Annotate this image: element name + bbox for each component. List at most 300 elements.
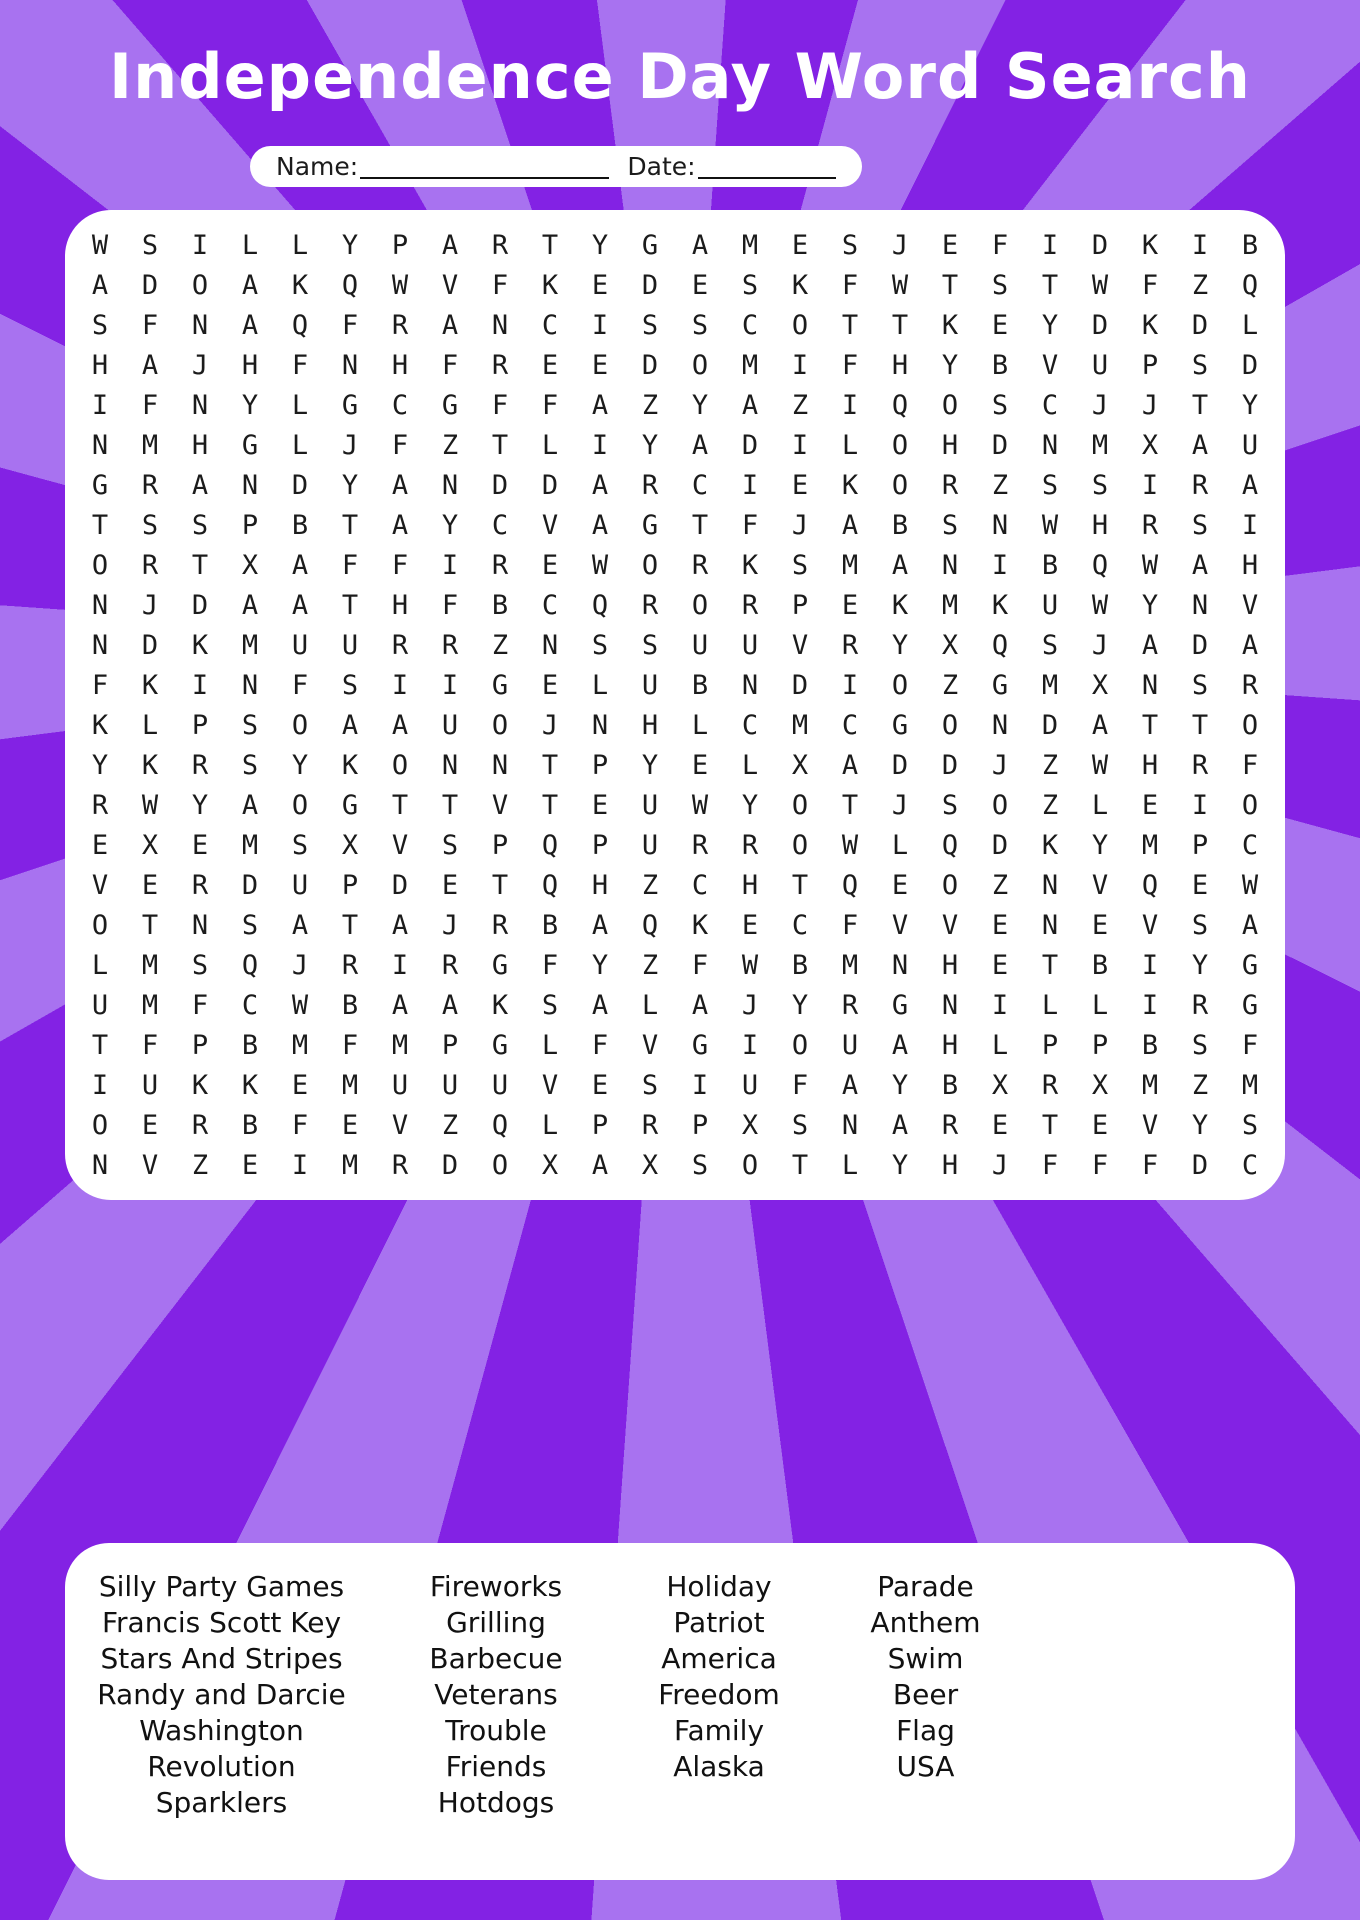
grid-letter[interactable]: I <box>791 349 809 381</box>
grid-letter[interactable]: T <box>791 1149 809 1181</box>
grid-letter[interactable]: Y <box>891 1069 909 1101</box>
grid-letter[interactable]: R <box>141 549 159 581</box>
grid-letter[interactable]: E <box>791 229 809 261</box>
grid-letter[interactable]: K <box>841 469 859 501</box>
grid-letter[interactable]: T <box>1041 1109 1059 1141</box>
grid-letter[interactable]: D <box>241 869 259 901</box>
grid-letter[interactable]: O <box>691 349 709 381</box>
grid-letter[interactable]: B <box>541 909 559 941</box>
grid-letter[interactable]: G <box>441 389 459 421</box>
grid-letter[interactable]: B <box>941 1069 959 1101</box>
grid-letter[interactable]: N <box>91 589 109 621</box>
grid-letter[interactable]: H <box>941 429 959 461</box>
grid-letter[interactable]: N <box>1041 909 1059 941</box>
grid-letter[interactable]: P <box>691 1109 709 1141</box>
grid-letter[interactable]: X <box>341 829 359 861</box>
grid-letter[interactable]: R <box>1041 1069 1059 1101</box>
grid-letter[interactable]: V <box>1091 869 1109 901</box>
grid-letter[interactable]: A <box>291 909 309 941</box>
grid-letter[interactable]: L <box>1091 989 1109 1021</box>
grid-letter[interactable]: Y <box>691 389 709 421</box>
grid-letter[interactable]: Y <box>1041 309 1059 341</box>
grid-letter[interactable]: F <box>691 949 709 981</box>
grid-letter[interactable]: I <box>391 669 409 701</box>
grid-letter[interactable]: E <box>241 1149 259 1181</box>
grid-letter[interactable]: A <box>591 469 609 501</box>
grid-letter[interactable]: F <box>541 389 559 421</box>
grid-letter[interactable]: C <box>491 509 509 541</box>
grid-letter[interactable]: F <box>991 229 1009 261</box>
grid-letter[interactable]: P <box>1041 1029 1059 1061</box>
grid-letter[interactable]: A <box>291 589 309 621</box>
grid-letter[interactable]: F <box>341 549 359 581</box>
grid-letter[interactable]: J <box>1141 389 1159 421</box>
grid-letter[interactable]: M <box>241 829 259 861</box>
grid-letter[interactable]: I <box>91 389 109 421</box>
grid-letter[interactable]: C <box>1241 829 1259 861</box>
grid-letter[interactable]: A <box>841 1069 859 1101</box>
grid-letter[interactable]: T <box>191 549 209 581</box>
grid-letter[interactable]: A <box>141 349 159 381</box>
grid-letter[interactable]: S <box>591 629 609 661</box>
grid-letter[interactable]: R <box>641 589 659 621</box>
grid-letter[interactable]: T <box>691 509 709 541</box>
grid-letter[interactable]: A <box>441 309 459 341</box>
grid-letter[interactable]: A <box>891 1109 909 1141</box>
grid-letter[interactable]: R <box>641 469 659 501</box>
grid-letter[interactable]: R <box>191 869 209 901</box>
grid-letter[interactable]: V <box>941 909 959 941</box>
grid-letter[interactable]: T <box>941 269 959 301</box>
grid-letter[interactable]: T <box>1191 389 1209 421</box>
grid-letter[interactable]: M <box>341 1149 359 1181</box>
grid-letter[interactable]: I <box>991 989 1009 1021</box>
grid-letter[interactable]: K <box>491 989 509 1021</box>
grid-letter[interactable]: M <box>141 949 159 981</box>
grid-letter[interactable]: I <box>191 669 209 701</box>
grid-letter[interactable]: T <box>841 789 859 821</box>
grid-letter[interactable]: U <box>491 1069 509 1101</box>
grid-letter[interactable]: Y <box>1191 1109 1209 1141</box>
grid-letter[interactable]: Y <box>891 1149 909 1181</box>
grid-letter[interactable]: C <box>1041 389 1059 421</box>
grid-letter[interactable]: U <box>691 629 709 661</box>
grid-letter[interactable]: E <box>141 1109 159 1141</box>
grid-letter[interactable]: N <box>191 389 209 421</box>
grid-letter[interactable]: V <box>491 789 509 821</box>
grid-letter[interactable]: G <box>641 229 659 261</box>
grid-letter[interactable]: W <box>291 989 309 1021</box>
grid-letter[interactable]: F <box>341 1029 359 1061</box>
grid-letter[interactable]: K <box>191 1069 209 1101</box>
grid-letter[interactable]: I <box>91 1069 109 1101</box>
grid-letter[interactable]: C <box>241 989 259 1021</box>
grid-letter[interactable]: H <box>941 949 959 981</box>
grid-letter[interactable]: R <box>441 949 459 981</box>
grid-letter[interactable]: F <box>391 549 409 581</box>
grid-letter[interactable]: P <box>241 509 259 541</box>
grid-letter[interactable]: O <box>991 789 1009 821</box>
grid-letter[interactable]: L <box>91 949 109 981</box>
grid-letter[interactable]: K <box>891 589 909 621</box>
grid-letter[interactable]: Y <box>241 389 259 421</box>
grid-letter[interactable]: Q <box>991 629 1009 661</box>
grid-letter[interactable]: K <box>191 629 209 661</box>
grid-letter[interactable]: V <box>1141 909 1159 941</box>
grid-letter[interactable]: R <box>341 949 359 981</box>
grid-letter[interactable]: M <box>1241 1069 1259 1101</box>
grid-letter[interactable]: R <box>941 1109 959 1141</box>
grid-letter[interactable]: R <box>1191 749 1209 781</box>
grid-letter[interactable]: T <box>1041 949 1059 981</box>
grid-letter[interactable]: Z <box>991 869 1009 901</box>
grid-letter[interactable]: Q <box>291 309 309 341</box>
grid-letter[interactable]: D <box>1191 629 1209 661</box>
grid-letter[interactable]: N <box>941 549 959 581</box>
grid-letter[interactable]: A <box>591 909 609 941</box>
grid-letter[interactable]: K <box>941 309 959 341</box>
grid-letter[interactable]: O <box>1241 789 1259 821</box>
grid-letter[interactable]: W <box>691 789 709 821</box>
grid-letter[interactable]: K <box>241 1069 259 1101</box>
grid-letter[interactable]: Z <box>641 389 659 421</box>
grid-letter[interactable]: I <box>191 229 209 261</box>
grid-letter[interactable]: I <box>791 429 809 461</box>
grid-letter[interactable]: R <box>1191 989 1209 1021</box>
grid-letter[interactable]: W <box>141 789 159 821</box>
grid-letter[interactable]: A <box>1091 709 1109 741</box>
grid-letter[interactable]: N <box>441 469 459 501</box>
grid-letter[interactable]: W <box>1241 869 1259 901</box>
grid-letter[interactable]: G <box>1241 989 1259 1021</box>
grid-letter[interactable]: V <box>541 1069 559 1101</box>
grid-letter[interactable]: C <box>691 469 709 501</box>
grid-letter[interactable]: S <box>1191 909 1209 941</box>
grid-letter[interactable]: O <box>91 909 109 941</box>
grid-letter[interactable]: J <box>1091 389 1109 421</box>
grid-letter[interactable]: I <box>691 1069 709 1101</box>
grid-letter[interactable]: E <box>991 309 1009 341</box>
grid-letter[interactable]: X <box>1091 1069 1109 1101</box>
grid-letter[interactable]: I <box>1141 949 1159 981</box>
grid-letter[interactable]: U <box>441 1069 459 1101</box>
grid-letter[interactable]: F <box>541 949 559 981</box>
grid-letter[interactable]: L <box>241 229 259 261</box>
grid-letter[interactable]: A <box>391 509 409 541</box>
grid-letter[interactable]: A <box>1241 629 1259 661</box>
grid-letter[interactable]: B <box>341 989 359 1021</box>
grid-letter[interactable]: Y <box>891 629 909 661</box>
grid-letter[interactable]: R <box>691 829 709 861</box>
grid-letter[interactable]: V <box>391 1109 409 1141</box>
grid-letter[interactable]: A <box>391 989 409 1021</box>
grid-letter[interactable]: M <box>141 429 159 461</box>
grid-letter[interactable]: C <box>691 869 709 901</box>
grid-letter[interactable]: L <box>841 429 859 461</box>
grid-letter[interactable]: S <box>991 269 1009 301</box>
grid-letter[interactable]: R <box>1241 669 1259 701</box>
grid-letter[interactable]: L <box>591 669 609 701</box>
grid-letter[interactable]: D <box>741 429 759 461</box>
grid-letter[interactable]: E <box>341 1109 359 1141</box>
grid-letter[interactable]: D <box>891 749 909 781</box>
grid-letter[interactable]: R <box>1141 509 1159 541</box>
grid-letter[interactable]: F <box>741 509 759 541</box>
grid-letter[interactable]: D <box>791 669 809 701</box>
grid-letter[interactable]: F <box>1241 1029 1259 1061</box>
grid-letter[interactable]: R <box>191 749 209 781</box>
grid-letter[interactable]: O <box>1241 709 1259 741</box>
grid-letter[interactable]: N <box>91 1149 109 1181</box>
grid-letter[interactable]: B <box>791 949 809 981</box>
grid-letter[interactable]: G <box>491 949 509 981</box>
grid-letter[interactable]: A <box>591 1149 609 1181</box>
grid-letter[interactable]: Y <box>591 949 609 981</box>
grid-letter[interactable]: I <box>1141 469 1159 501</box>
grid-letter[interactable]: P <box>1191 829 1209 861</box>
grid-letter[interactable]: A <box>841 749 859 781</box>
grid-letter[interactable]: E <box>691 269 709 301</box>
grid-letter[interactable]: H <box>941 1149 959 1181</box>
grid-letter[interactable]: D <box>191 589 209 621</box>
grid-letter[interactable]: U <box>841 1029 859 1061</box>
grid-letter[interactable]: M <box>1141 829 1159 861</box>
grid-letter[interactable]: R <box>941 469 959 501</box>
grid-letter[interactable]: N <box>341 349 359 381</box>
grid-letter[interactable]: T <box>391 789 409 821</box>
grid-letter[interactable]: F <box>291 1109 309 1141</box>
grid-letter[interactable]: E <box>891 869 909 901</box>
grid-letter[interactable]: W <box>741 949 759 981</box>
grid-letter[interactable]: E <box>591 1069 609 1101</box>
grid-letter[interactable]: J <box>1091 629 1109 661</box>
grid-letter[interactable]: S <box>1091 469 1109 501</box>
grid-letter[interactable]: R <box>841 629 859 661</box>
grid-letter[interactable]: N <box>991 509 1009 541</box>
grid-letter[interactable]: X <box>991 1069 1009 1101</box>
grid-letter[interactable]: N <box>1041 429 1059 461</box>
grid-letter[interactable]: Z <box>441 429 459 461</box>
grid-letter[interactable]: U <box>291 629 309 661</box>
grid-letter[interactable]: R <box>91 789 109 821</box>
grid-letter[interactable]: J <box>541 709 559 741</box>
grid-letter[interactable]: O <box>791 789 809 821</box>
grid-letter[interactable]: N <box>741 669 759 701</box>
grid-letter[interactable]: F <box>291 669 309 701</box>
grid-letter[interactable]: K <box>991 589 1009 621</box>
grid-letter[interactable]: F <box>1091 1149 1109 1181</box>
grid-letter[interactable]: F <box>141 1029 159 1061</box>
grid-letter[interactable]: J <box>991 749 1009 781</box>
grid-letter[interactable]: O <box>291 789 309 821</box>
grid-letter[interactable]: U <box>1041 589 1059 621</box>
grid-letter[interactable]: L <box>541 1029 559 1061</box>
grid-letter[interactable]: M <box>741 349 759 381</box>
grid-letter[interactable]: F <box>591 1029 609 1061</box>
grid-letter[interactable]: E <box>441 869 459 901</box>
grid-letter[interactable]: I <box>841 389 859 421</box>
grid-letter[interactable]: Y <box>791 989 809 1021</box>
grid-letter[interactable]: A <box>241 589 259 621</box>
grid-letter[interactable]: X <box>791 749 809 781</box>
grid-letter[interactable]: V <box>541 509 559 541</box>
grid-letter[interactable]: C <box>541 309 559 341</box>
grid-letter[interactable]: F <box>841 909 859 941</box>
grid-letter[interactable]: G <box>341 789 359 821</box>
grid-letter[interactable]: J <box>141 589 159 621</box>
grid-letter[interactable]: S <box>1191 1029 1209 1061</box>
grid-letter[interactable]: H <box>941 1029 959 1061</box>
grid-letter[interactable]: W <box>1091 749 1109 781</box>
grid-letter[interactable]: G <box>91 469 109 501</box>
grid-letter[interactable]: A <box>1141 629 1159 661</box>
grid-letter[interactable]: N <box>891 949 909 981</box>
grid-letter[interactable]: P <box>791 589 809 621</box>
grid-letter[interactable]: V <box>141 1149 159 1181</box>
grid-letter[interactable]: K <box>291 269 309 301</box>
grid-letter[interactable]: V <box>1241 589 1259 621</box>
grid-letter[interactable]: B <box>891 509 909 541</box>
grid-letter[interactable]: O <box>741 1149 759 1181</box>
grid-letter[interactable]: Y <box>1091 829 1109 861</box>
grid-letter[interactable]: A <box>591 389 609 421</box>
grid-letter[interactable]: K <box>691 909 709 941</box>
grid-letter[interactable]: S <box>791 1109 809 1141</box>
grid-letter[interactable]: K <box>141 749 159 781</box>
grid-letter[interactable]: S <box>1191 509 1209 541</box>
grid-letter[interactable]: N <box>191 909 209 941</box>
grid-letter[interactable]: O <box>791 1029 809 1061</box>
grid-letter[interactable]: H <box>191 429 209 461</box>
grid-letter[interactable]: U <box>641 669 659 701</box>
grid-letter[interactable]: S <box>241 909 259 941</box>
grid-letter[interactable]: A <box>391 709 409 741</box>
grid-letter[interactable]: I <box>1191 229 1209 261</box>
grid-letter[interactable]: I <box>1241 509 1259 541</box>
grid-letter[interactable]: Z <box>1041 749 1059 781</box>
grid-letter[interactable]: Y <box>91 749 109 781</box>
grid-letter[interactable]: M <box>841 549 859 581</box>
grid-letter[interactable]: Y <box>191 789 209 821</box>
grid-letter[interactable]: K <box>341 749 359 781</box>
grid-letter[interactable]: O <box>491 1149 509 1181</box>
grid-letter[interactable]: Y <box>591 229 609 261</box>
grid-letter[interactable]: V <box>391 829 409 861</box>
grid-letter[interactable]: O <box>791 829 809 861</box>
grid-letter[interactable]: A <box>691 229 709 261</box>
grid-letter[interactable]: A <box>1241 909 1259 941</box>
grid-letter[interactable]: A <box>1191 429 1209 461</box>
grid-letter[interactable]: Z <box>491 629 509 661</box>
grid-letter[interactable]: F <box>791 1069 809 1101</box>
grid-letter[interactable]: F <box>91 669 109 701</box>
grid-letter[interactable]: X <box>541 1149 559 1181</box>
grid-letter[interactable]: H <box>891 349 909 381</box>
grid-letter[interactable]: W <box>841 829 859 861</box>
grid-letter[interactable]: E <box>141 869 159 901</box>
grid-letter[interactable]: N <box>241 469 259 501</box>
grid-letter[interactable]: D <box>1041 709 1059 741</box>
grid-letter[interactable]: E <box>741 909 759 941</box>
grid-letter[interactable]: Q <box>491 1109 509 1141</box>
grid-letter[interactable]: N <box>491 749 509 781</box>
grid-letter[interactable]: G <box>491 1029 509 1061</box>
grid-letter[interactable]: E <box>991 949 1009 981</box>
grid-letter[interactable]: S <box>641 309 659 341</box>
grid-letter[interactable]: Y <box>641 749 659 781</box>
grid-letter[interactable]: L <box>541 1109 559 1141</box>
grid-letter[interactable]: D <box>291 469 309 501</box>
grid-letter[interactable]: P <box>591 829 609 861</box>
grid-letter[interactable]: E <box>991 909 1009 941</box>
grid-letter[interactable]: O <box>941 869 959 901</box>
grid-letter[interactable]: U <box>1091 349 1109 381</box>
grid-letter[interactable]: A <box>691 429 709 461</box>
grid-letter[interactable]: L <box>291 229 309 261</box>
grid-letter[interactable]: P <box>191 709 209 741</box>
grid-letter[interactable]: Z <box>441 1109 459 1141</box>
grid-letter[interactable]: U <box>391 1069 409 1101</box>
grid-letter[interactable]: M <box>1091 429 1109 461</box>
grid-letter[interactable]: H <box>1091 509 1109 541</box>
grid-letter[interactable]: H <box>91 349 109 381</box>
grid-letter[interactable]: B <box>491 589 509 621</box>
grid-letter[interactable]: G <box>341 389 359 421</box>
grid-letter[interactable]: N <box>1191 589 1209 621</box>
grid-letter[interactable]: O <box>941 389 959 421</box>
grid-letter[interactable]: E <box>541 549 559 581</box>
grid-letter[interactable]: S <box>341 669 359 701</box>
grid-letter[interactable]: D <box>1091 309 1109 341</box>
grid-letter[interactable]: R <box>391 1149 409 1181</box>
grid-letter[interactable]: P <box>591 1109 609 1141</box>
grid-letter[interactable]: F <box>1241 749 1259 781</box>
grid-letter[interactable]: S <box>691 309 709 341</box>
grid-letter[interactable]: R <box>641 1109 659 1141</box>
grid-letter[interactable]: F <box>341 309 359 341</box>
grid-letter[interactable]: V <box>891 909 909 941</box>
grid-letter[interactable]: Z <box>191 1149 209 1181</box>
grid-letter[interactable]: A <box>91 269 109 301</box>
grid-letter[interactable]: T <box>541 789 559 821</box>
grid-letter[interactable]: F <box>391 429 409 461</box>
grid-letter[interactable]: D <box>141 269 159 301</box>
name-input-line[interactable] <box>360 177 609 179</box>
grid-letter[interactable]: I <box>441 549 459 581</box>
grid-letter[interactable]: Q <box>241 949 259 981</box>
grid-letter[interactable]: V <box>91 869 109 901</box>
grid-letter[interactable]: Q <box>341 269 359 301</box>
grid-letter[interactable]: A <box>591 989 609 1021</box>
grid-letter[interactable]: P <box>1141 349 1159 381</box>
grid-letter[interactable]: C <box>1241 1149 1259 1181</box>
grid-letter[interactable]: J <box>891 789 909 821</box>
grid-letter[interactable]: S <box>141 229 159 261</box>
grid-letter[interactable]: M <box>741 229 759 261</box>
grid-letter[interactable]: M <box>941 589 959 621</box>
grid-letter[interactable]: J <box>441 909 459 941</box>
grid-letter[interactable]: J <box>291 949 309 981</box>
grid-letter[interactable]: M <box>1041 669 1059 701</box>
grid-letter[interactable]: A <box>391 469 409 501</box>
grid-letter[interactable]: D <box>1191 1149 1209 1181</box>
grid-letter[interactable]: T <box>1141 709 1159 741</box>
grid-letter[interactable]: E <box>1191 869 1209 901</box>
grid-letter[interactable]: D <box>141 629 159 661</box>
grid-letter[interactable]: Q <box>641 909 659 941</box>
grid-letter[interactable]: P <box>591 749 609 781</box>
grid-letter[interactable]: L <box>991 1029 1009 1061</box>
